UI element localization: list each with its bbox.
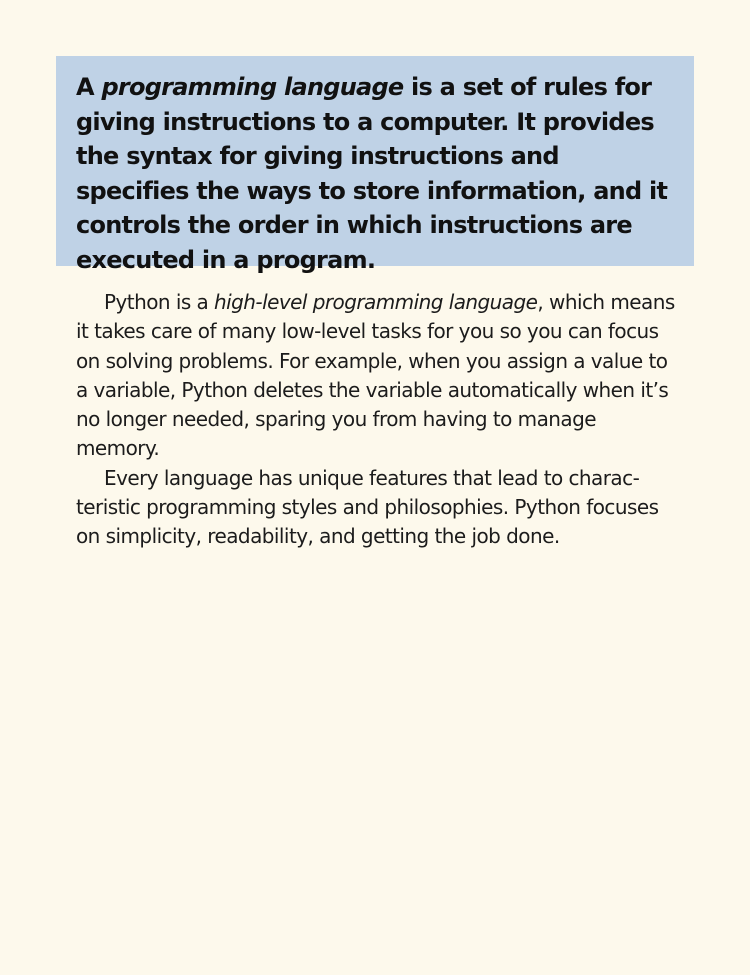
definition-callout xyxy=(56,56,694,274)
definition-term: programming language xyxy=(101,73,404,101)
paragraph-1-term: high-level programming language xyxy=(214,290,538,314)
definition-lead: A xyxy=(76,73,94,101)
definition-body: is a set of rules for giving instructions to a computer. It provides the syntax for giving instructions and specifies the ways to store information, and it controls the order in which instructions are executed in a program. xyxy=(76,73,668,274)
paragraph-2: Every language has unique features that lead to characteristic programming styles and philosophies. Python focuses on simplicity, readability, and getting the job done. xyxy=(76,465,659,549)
definition-text xyxy=(76,70,676,277)
paragraph-1-rest: , which means it takes care of many low-level tasks for you so you can focus on solving problems. For example, when you assign a value to a variable, Python deletes the variable automatically when it’s no longer needed, sparing you from having to manage memory. xyxy=(76,290,675,461)
paragraph-1 xyxy=(76,288,680,464)
body-text xyxy=(76,288,680,552)
paragraph-1-start: Python is a xyxy=(104,290,215,314)
